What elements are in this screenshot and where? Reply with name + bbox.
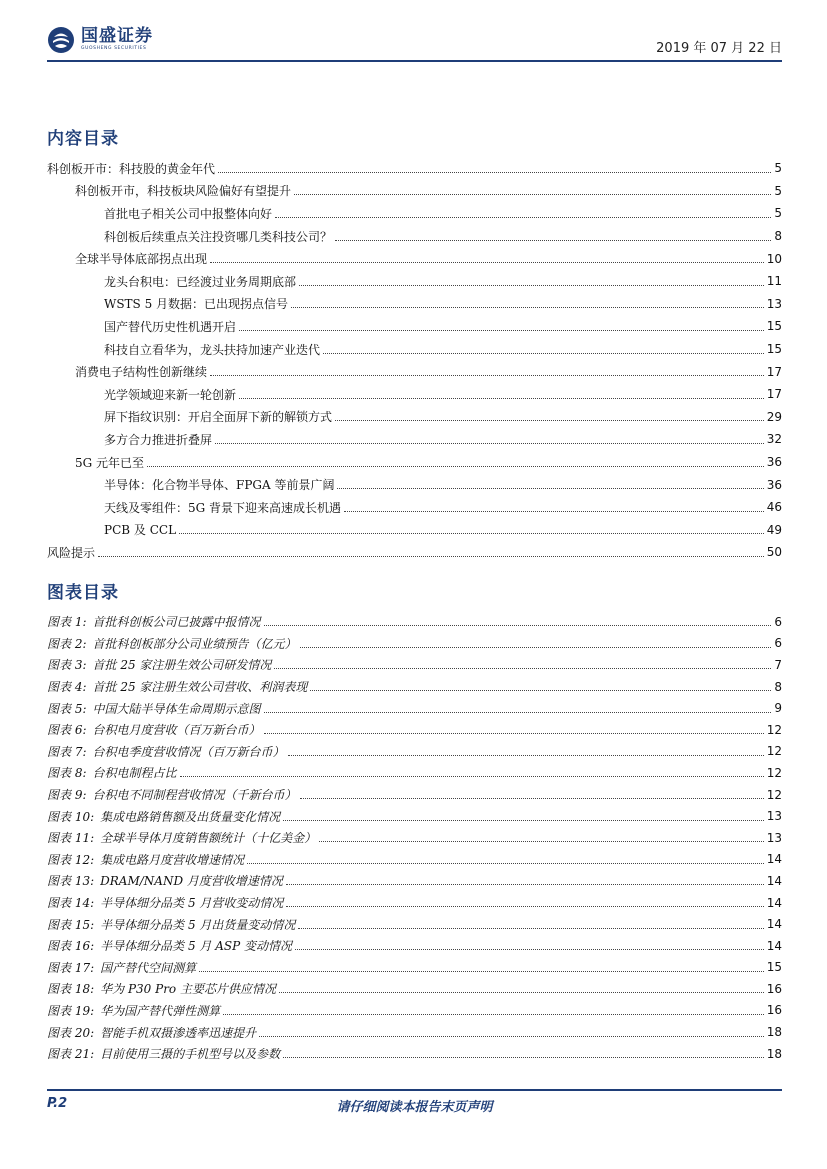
toc-entry-page: 15 — [766, 342, 782, 357]
dot-leader — [286, 884, 764, 885]
dot-leader — [247, 863, 764, 864]
toc-entry-page: 36 — [766, 477, 782, 492]
figure-page: 9 — [774, 701, 782, 716]
toc-entry[interactable] — [47, 406, 782, 429]
figure-entry[interactable] — [47, 654, 782, 676]
figure-entry[interactable] — [47, 741, 782, 763]
figure-entry[interactable] — [47, 633, 782, 655]
figure-entry[interactable] — [47, 697, 782, 719]
toc-entry-title: 半导体：化合物半导体、FPGA 等前景广阔 — [104, 478, 335, 493]
toc-entry[interactable] — [47, 383, 782, 406]
figure-page: 6 — [774, 614, 782, 629]
toc-entry-page: 49 — [766, 522, 782, 537]
dot-leader — [239, 398, 764, 399]
toc-entry[interactable] — [47, 157, 782, 180]
figure-caption: 智能手机双摄渗透率迅速提升 — [100, 1025, 257, 1040]
figure-page: 14 — [766, 938, 782, 953]
figure-entry[interactable] — [47, 849, 782, 871]
figure-page: 14 — [766, 873, 782, 888]
toc-entry-page: 50 — [766, 545, 782, 560]
dot-leader — [298, 928, 763, 929]
dot-leader — [259, 1036, 764, 1037]
disclaimer-note: 请仔细阅读本报告末页声明 — [336, 1100, 493, 1115]
toc-entry-title: 光学领域迎来新一轮创新 — [104, 387, 237, 402]
dot-leader — [179, 533, 764, 534]
figure-label: 图表 9: — [47, 788, 87, 803]
toc-entry[interactable] — [47, 541, 782, 564]
dot-leader — [286, 906, 763, 907]
figure-entry[interactable] — [47, 827, 782, 849]
figure-caption: 中国大陆半导体生命周期示意图 — [92, 701, 261, 716]
figure-label: 图表 8: — [47, 766, 87, 781]
toc-entry[interactable] — [47, 428, 782, 451]
figure-label: 图表 7: — [47, 744, 87, 759]
figure-caption: 台积电制程占比 — [92, 766, 177, 781]
figure-page: 15 — [766, 960, 782, 975]
figure-label: 图表 5: — [47, 701, 87, 716]
figure-page: 12 — [766, 787, 782, 802]
figure-page: 7 — [774, 657, 782, 672]
table-of-contents — [47, 157, 782, 564]
toc-entry[interactable] — [47, 519, 782, 542]
dot-leader — [274, 668, 771, 669]
figure-label: 图表 17: — [47, 960, 95, 975]
dot-leader — [300, 798, 764, 799]
toc-entry-title: 风险提示 — [47, 545, 96, 560]
toc-entry[interactable] — [47, 293, 782, 316]
page-footer — [47, 1089, 782, 1115]
toc-entry-page: 5 — [774, 206, 782, 221]
figure-page: 18 — [766, 1025, 782, 1040]
toc-entry-title: 多方合力推进折叠屏 — [104, 432, 213, 447]
dot-leader — [275, 217, 771, 218]
toc-entry-title: 科创板后续重点关注投资哪几类科技公司？ — [104, 229, 333, 244]
dot-leader — [98, 556, 764, 557]
dot-leader — [215, 443, 764, 444]
dot-leader — [299, 285, 764, 286]
figure-entry[interactable] — [47, 978, 782, 1000]
dot-leader — [239, 330, 764, 331]
figure-caption: 半导体细分品类 5 月 ASP 变动情况 — [100, 939, 292, 954]
figure-page: 12 — [766, 765, 782, 780]
toc-entry-title: 科创板开市：科技股的黄金年代 — [47, 161, 216, 176]
toc-entry-page: 17 — [766, 364, 782, 379]
dot-leader — [180, 776, 764, 777]
list-of-figures — [47, 611, 782, 1064]
dot-leader — [147, 466, 764, 467]
figure-label: 图表 3: — [47, 658, 87, 673]
toc-entry-page: 36 — [766, 455, 782, 470]
figure-label: 图表 4: — [47, 680, 87, 695]
figure-label: 图表 6: — [47, 723, 87, 738]
dot-leader — [199, 971, 764, 972]
figure-page: 14 — [766, 895, 782, 910]
dot-leader — [300, 647, 772, 648]
toc-entry-page: 46 — [766, 500, 782, 515]
toc-entry[interactable] — [47, 473, 782, 496]
report-date: 2019 年 07 月 22 日 — [656, 41, 782, 56]
toc-entry-title: 首批电子相关公司中报整体向好 — [104, 206, 273, 221]
logo-english-name: GUOSHENG SECURITIES — [81, 46, 147, 52]
toc-entry-title: PCB 及 CCL — [104, 523, 177, 538]
toc-entry[interactable] — [47, 360, 782, 383]
figure-entry[interactable] — [47, 957, 782, 979]
figure-caption: 首批科创板部分公司业绩预告（亿元） — [92, 636, 297, 651]
toc-entry[interactable] — [47, 247, 782, 270]
figures-title: 图表目录 — [47, 583, 119, 603]
dot-leader — [337, 488, 763, 489]
figure-page: 16 — [766, 1003, 782, 1018]
toc-entry-title: 国产替代历史性机遇开启 — [104, 319, 237, 334]
figure-caption: 半导体细分品类 5 月营收变动情况 — [100, 896, 284, 911]
page-header — [47, 20, 782, 62]
figure-entry[interactable] — [47, 870, 782, 892]
figure-caption: 国产替代空间测算 — [100, 960, 197, 975]
figure-entry[interactable] — [47, 611, 782, 633]
figure-label: 图表 16: — [47, 939, 95, 954]
figure-label: 图表 14: — [47, 896, 95, 911]
dot-leader — [279, 992, 764, 993]
toc-entry-title: 全球半导体底部拐点出现 — [75, 252, 208, 267]
figure-entry[interactable] — [47, 762, 782, 784]
figure-label: 图表 1: — [47, 615, 87, 630]
figure-label: 图表 10: — [47, 809, 95, 824]
toc-entry-page: 32 — [766, 432, 782, 447]
figure-label: 图表 18: — [47, 982, 95, 997]
guosheng-logo-icon — [47, 26, 75, 54]
figure-page: 13 — [766, 809, 782, 824]
toc-entry-title: 消费电子结构性创新继续 — [75, 365, 208, 380]
toc-title: 内容目录 — [47, 129, 119, 149]
toc-entry-title: WSTS 5 月数据：已出现拐点信号 — [104, 297, 289, 312]
toc-entry-title: 科创板开市，科技板块风险偏好有望提升 — [75, 184, 292, 199]
toc-entry[interactable] — [47, 315, 782, 338]
figure-entry[interactable] — [47, 676, 782, 698]
toc-entry-page: 5 — [774, 161, 782, 176]
figure-caption: 集成电路月度营收增速情况 — [100, 852, 245, 867]
figure-label: 图表 15: — [47, 917, 95, 932]
dot-leader — [283, 820, 764, 821]
toc-entry[interactable] — [47, 180, 782, 203]
figure-caption: 集成电路销售额及出货量变化情况 — [100, 809, 281, 824]
figure-page: 8 — [774, 679, 782, 694]
dot-leader — [264, 733, 764, 734]
toc-entry-page: 15 — [766, 319, 782, 334]
figure-caption: 华为 P30 Pro 主要芯片供应情况 — [100, 982, 276, 997]
toc-entry-title: 龙头台积电：已经渡过业务周期底部 — [104, 274, 297, 289]
toc-entry-title: 5G 元年已至 — [75, 455, 145, 470]
figure-entry[interactable] — [47, 1021, 782, 1043]
figure-caption: 全球半导体月度销售额统计（十亿美金） — [100, 831, 317, 846]
dot-leader — [335, 420, 764, 421]
figure-label: 图表 20: — [47, 1025, 95, 1040]
figure-caption: 首批 25 家注册生效公司营收、利润表现 — [92, 680, 308, 695]
toc-entry[interactable] — [47, 496, 782, 519]
toc-entry[interactable] — [47, 202, 782, 225]
figure-entry[interactable] — [47, 913, 782, 935]
logo-text — [81, 28, 153, 52]
toc-entry-page: 29 — [766, 409, 782, 424]
figure-label: 图表 12: — [47, 852, 95, 867]
toc-entry-title: 科技自立看华为，龙头扶持加速产业迭代 — [104, 342, 321, 357]
figure-label: 图表 21: — [47, 1047, 95, 1062]
figure-caption: 台积电季度营收情况（百万新台币） — [92, 744, 285, 759]
figure-caption: 台积电不同制程营收情况（千新台币） — [92, 788, 297, 803]
figure-page: 6 — [774, 636, 782, 651]
dot-leader — [323, 353, 764, 354]
figure-page: 14 — [766, 917, 782, 932]
dot-leader — [310, 690, 771, 691]
figure-entry[interactable] — [47, 805, 782, 827]
toc-entry[interactable] — [47, 225, 782, 248]
dot-leader — [335, 240, 771, 241]
figure-entry[interactable] — [47, 784, 782, 806]
dot-leader — [283, 1057, 764, 1058]
company-logo — [47, 24, 153, 56]
dot-leader — [218, 172, 771, 173]
figure-label: 图表 19: — [47, 1003, 95, 1018]
dot-leader — [295, 949, 764, 950]
figure-page: 16 — [766, 981, 782, 996]
figure-caption: 首批 25 家注册生效公司研发情况 — [92, 658, 272, 673]
dot-leader — [319, 841, 764, 842]
figure-entry[interactable] — [47, 892, 782, 914]
toc-entry[interactable] — [47, 451, 782, 474]
figure-caption: DRAM/NAND 月度营收增速情况 — [100, 874, 283, 889]
figure-entry[interactable] — [47, 1043, 782, 1065]
figure-label: 图表 11: — [47, 831, 95, 846]
dot-leader — [294, 194, 771, 195]
dot-leader — [291, 307, 764, 308]
figure-entry[interactable] — [47, 719, 782, 741]
figure-page: 12 — [766, 722, 782, 737]
dot-leader — [288, 755, 764, 756]
dot-leader — [344, 511, 764, 512]
figure-label: 图表 13: — [47, 874, 95, 889]
dot-leader — [223, 1014, 764, 1015]
dot-leader — [210, 375, 764, 376]
figure-page: 13 — [766, 830, 782, 845]
toc-entry[interactable] — [47, 270, 782, 293]
dot-leader — [264, 712, 772, 713]
figure-caption: 台积电月度营收（百万新台币） — [92, 723, 261, 738]
figure-page: 18 — [766, 1046, 782, 1061]
dot-leader — [264, 625, 772, 626]
figure-caption: 半导体细分品类 5 月出货量变动情况 — [100, 917, 296, 932]
toc-entry-page: 17 — [766, 387, 782, 402]
page-number: P.2 — [47, 1096, 68, 1111]
toc-entry-page: 11 — [766, 274, 782, 289]
toc-entry-page: 10 — [766, 251, 782, 266]
toc-entry-title: 天线及零组件：5G 背景下迎来高速成长机遇 — [104, 500, 342, 515]
figure-label: 图表 2: — [47, 636, 87, 651]
toc-entry-page: 8 — [774, 229, 782, 244]
figure-caption: 首批科创板公司已披露中报情况 — [92, 615, 261, 630]
toc-entry[interactable] — [47, 338, 782, 361]
toc-entry-page: 13 — [766, 296, 782, 311]
figure-entry[interactable] — [47, 1000, 782, 1022]
toc-entry-title: 屏下指纹识别：开启全面屏下新的解锁方式 — [104, 410, 333, 425]
figure-caption: 华为国产替代弹性测算 — [100, 1003, 221, 1018]
figure-page: 14 — [766, 852, 782, 867]
figure-entry[interactable] — [47, 935, 782, 957]
dot-leader — [210, 262, 764, 263]
figure-page: 12 — [766, 744, 782, 759]
figure-caption: 目前使用三摄的手机型号以及参数 — [100, 1047, 281, 1062]
logo-chinese-name: 国盛证券 — [81, 26, 153, 47]
toc-entry-page: 5 — [774, 183, 782, 198]
